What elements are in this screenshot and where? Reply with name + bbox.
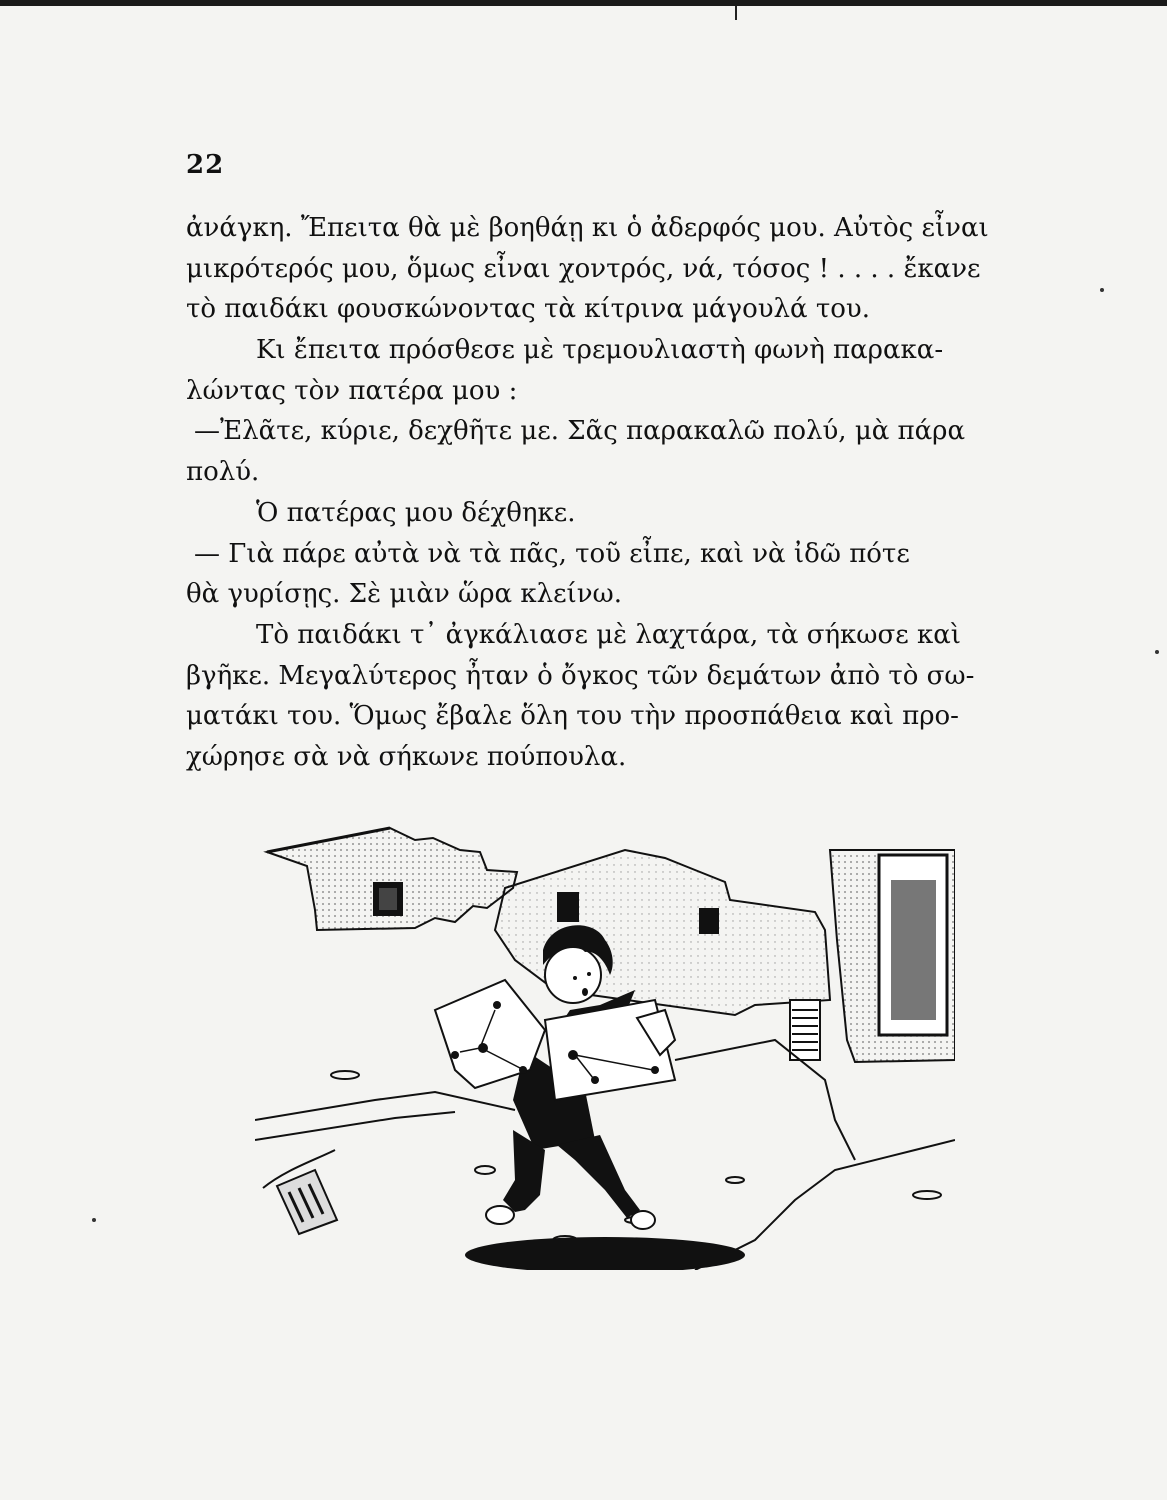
text-line: θὰ γυρίσῃς. Σὲ μιὰν ὥρα κλείνω. (186, 579, 623, 610)
text-line: τὸ παιδάκι φουσκώνοντας τὰ κίτρινα μάγουλά του. (186, 294, 870, 325)
text-line: χώρησε σὰ νὰ σήκωνε πούπουλα. (186, 741, 627, 772)
body-text (186, 208, 1016, 778)
text-line: ματάκι του. Ὅμως ἔβαλε ὅλη του τὴν προσπάθεια καὶ προ- (186, 701, 959, 732)
scan-speck (1155, 650, 1159, 654)
scan-speck (1100, 288, 1104, 292)
text-line: —Ἐλᾶτε, κύριε, δεχθῆτε με. Σᾶς παρακαλῶ πολύ, μὰ πάρα (194, 416, 966, 447)
text-line: Κι ἔπειτα πρόσθεσε μὲ τρεμουλιαστὴ φωνὴ παρακα- (256, 335, 944, 366)
left-house (267, 828, 517, 930)
page-number: 22 (186, 150, 225, 180)
text-line: λώντας τὸν πατέρα μου : (186, 375, 518, 406)
right-house (830, 850, 955, 1062)
text-line: Τὸ παιδάκι τ᾽ ἀγκάλιασε μὲ λαχτάρα, τὰ σήκωσε καὶ (256, 619, 961, 650)
text-line: βγῆκε. Μεγαλύτερος ἦταν ὁ ὄγκος τῶν δεμάτων ἀπὸ τὸ σω- (186, 660, 975, 691)
scan-top-border (0, 0, 1167, 6)
text-line: — Γιὰ πάρε αὐτὰ νὰ τὰ πᾶς, τοῦ εἶπε, καὶ νὰ ἰδῶ πότε (194, 538, 910, 569)
gutter-mark (735, 6, 737, 20)
text-line: Ὁ πατέρας μου δέχθηκε. (256, 497, 576, 528)
scan-speck (92, 1218, 96, 1222)
drain-grate (277, 1170, 337, 1234)
illustration-boy-with-parcels (255, 800, 955, 1270)
text-line: μικρότερός μου, ὅμως εἶναι χοντρός, νά, τόσος ! . . . . ἔκανε (186, 253, 981, 284)
text-line: ἀνάγκη. Ἔπειτα θὰ μὲ βοηθάῃ κι ὁ ἀδερφός μου. Αὐτὸς εἶναι (186, 213, 989, 243)
text-line: πολύ. (186, 457, 260, 488)
